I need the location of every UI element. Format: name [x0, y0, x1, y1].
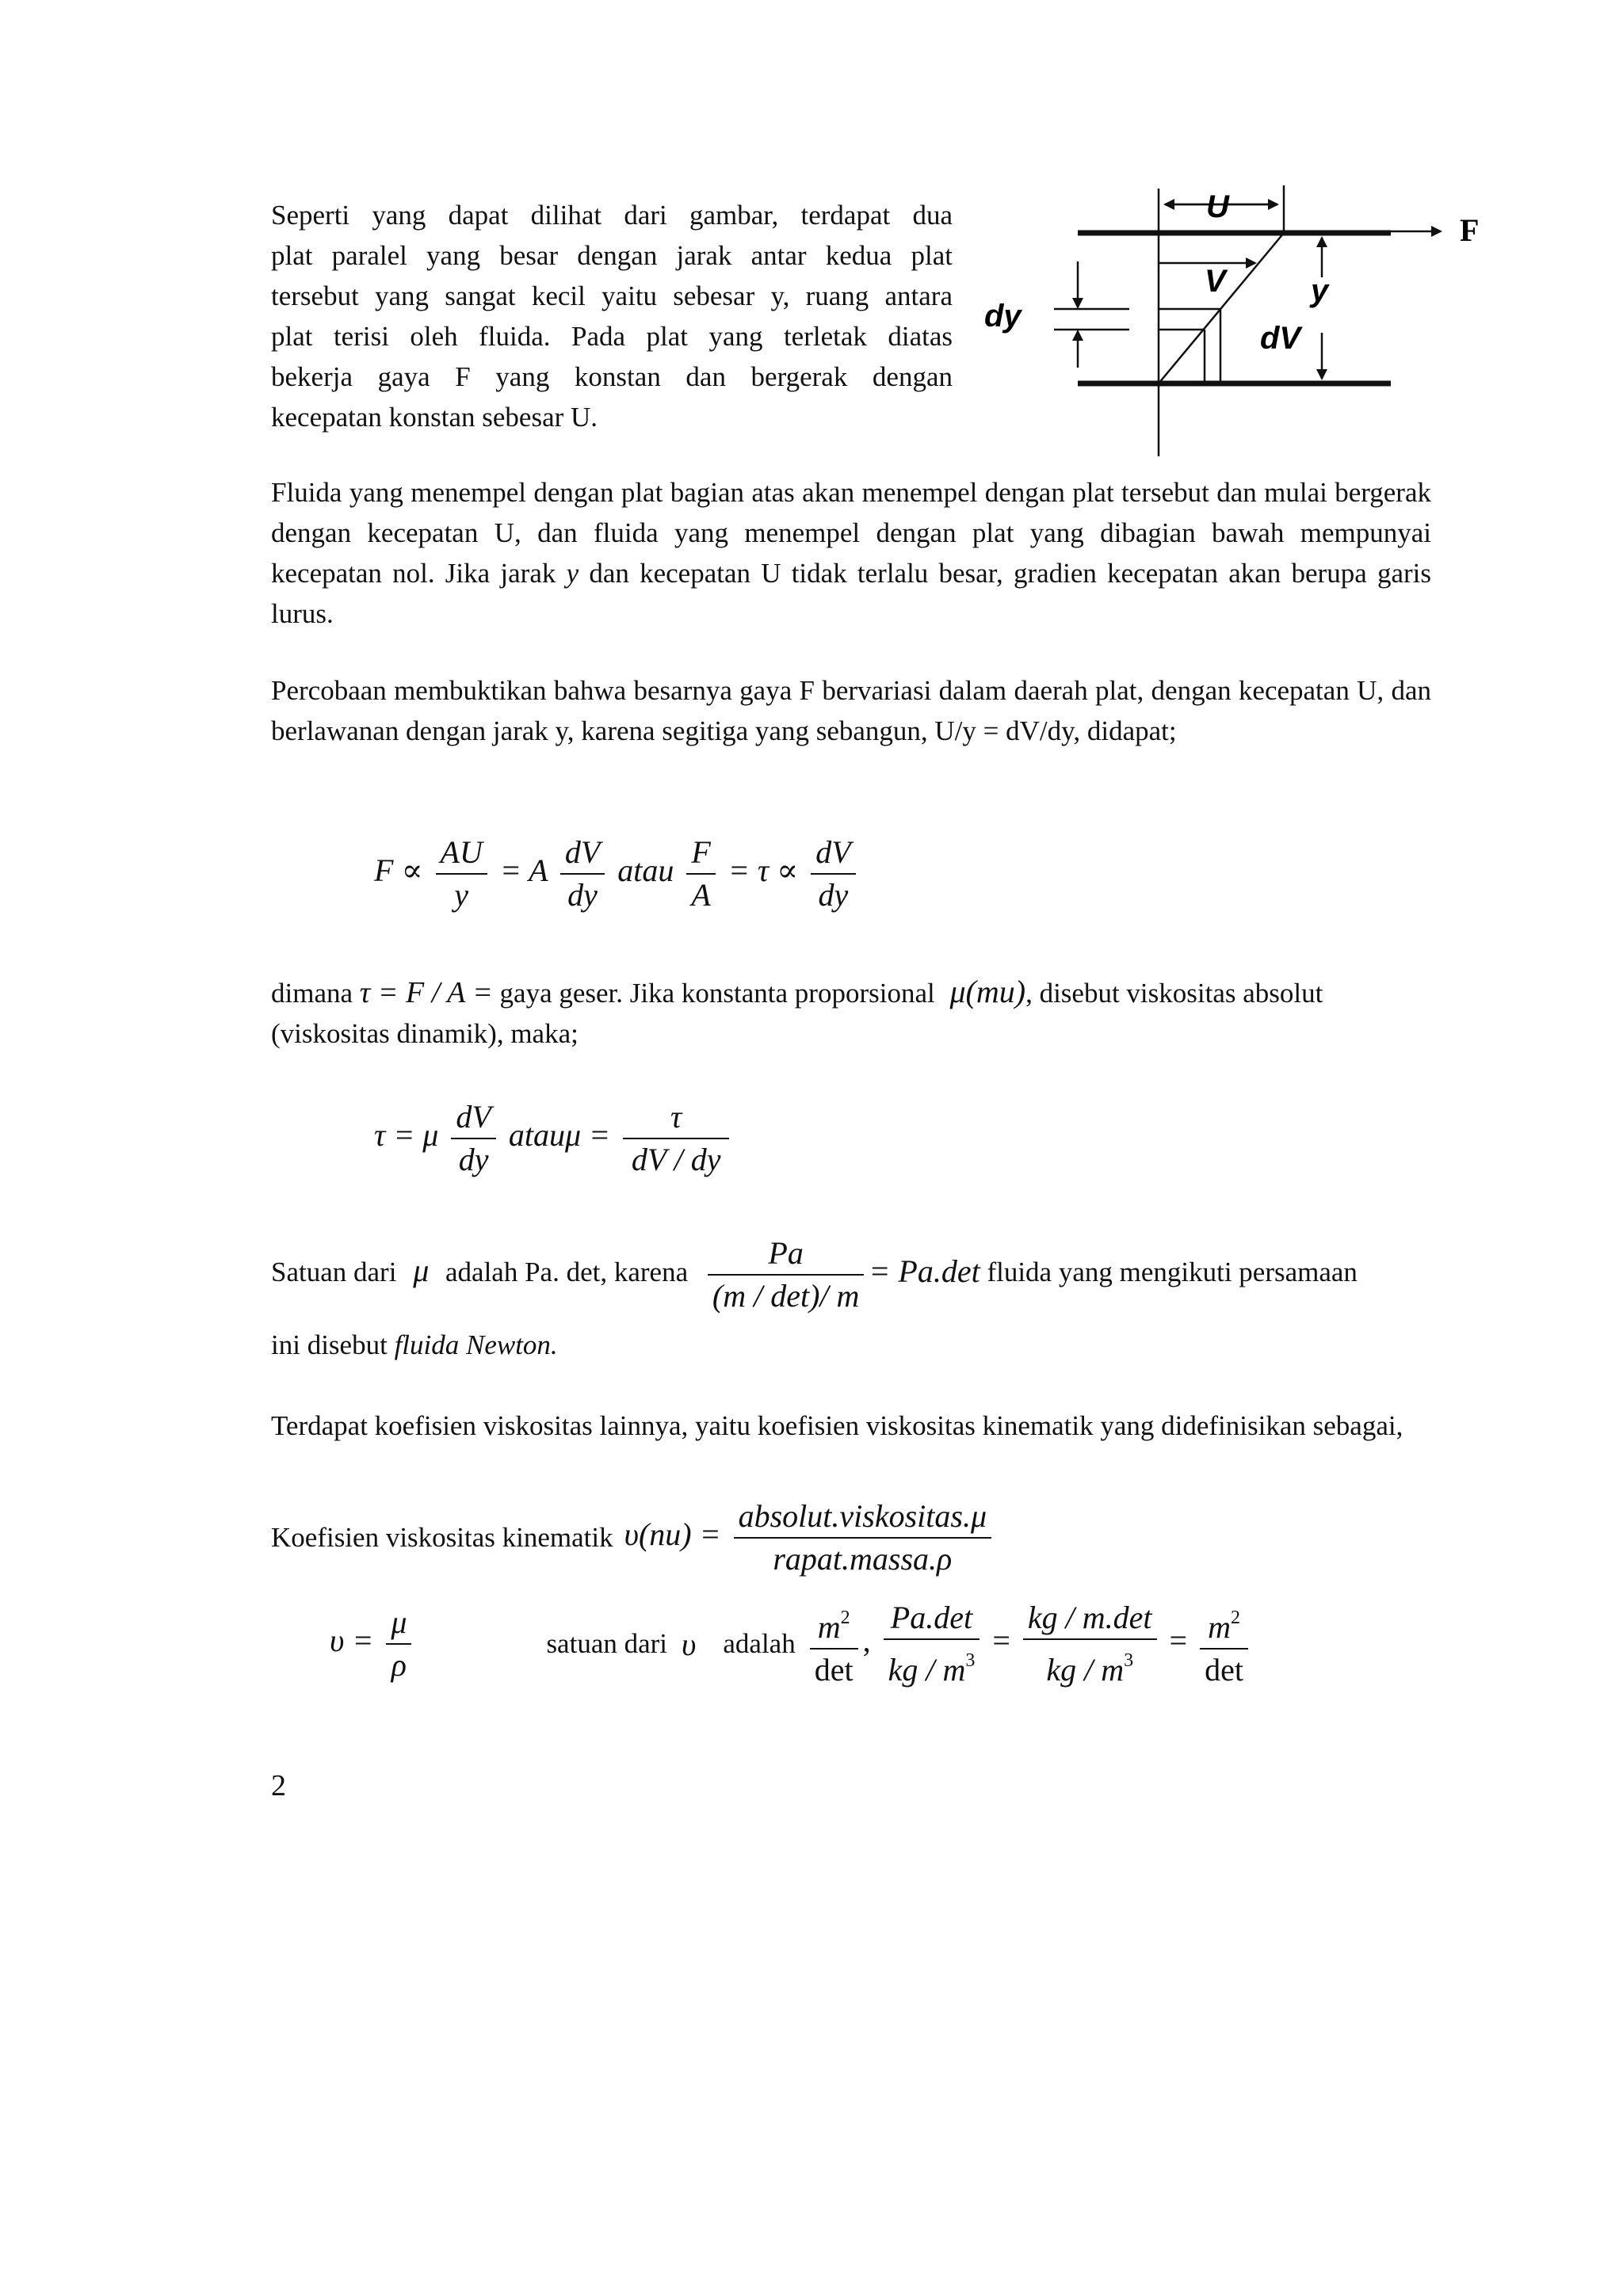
intro-line: Seperti yang dapat dilihat dari gambar, terdapat dua [271, 200, 953, 231]
paragraph-fluida: Fluida yang menempel dengan plat bagian atas akan menempel dengan plat tersebut dan mulai bergerak dengan kecepatan U, dan fluida yang menempel dengan plat yang dibagian bawah mempunyai kecepatan nol. Jika jarak y dan kecepatan U tidak terlalu besar, gradien kecepatan akan berupa garis lurus. [271, 477, 1431, 629]
label-u: U [1206, 189, 1229, 224]
label-f: F [1460, 212, 1480, 248]
paragraph-satuan-line2: ini disebut fluida Newton. [271, 1329, 558, 1360]
intro-line: plat paralel yang besar dengan jarak antar kedua plat [271, 240, 953, 271]
paragraph-satuan: Satuan dari μ adalah Pa. det, karena $\frac{Pa}{(m / \det)/ m}$ = Pa.det fluida yang mengikuti persamaan [271, 1233, 1436, 1317]
equation-viscosity: τ = μ $\frac{dV}{dy}$ atauμ = $\frac{\tau}{dV / dy}$ [374, 1097, 734, 1180]
intro-paragraph [271, 195, 953, 437]
label-v: V [1205, 264, 1226, 299]
label-dv: dV [1260, 321, 1301, 356]
intro-line: bekerja gaya F yang konstan dan bergerak dengan [271, 361, 953, 392]
page-number: 2 [271, 1769, 286, 1802]
intro-line: tersebut yang sangat kecil yaitu sebesar y, ruang antara [271, 280, 953, 311]
equation-upsilon-units: υ = $\frac{\mu}{\rho}$ satuan dari υ adalah $\frac{m^2}{\det}$ , $\frac{Pa.\det}{kg / m^3}$ = $\frac{kg / m.\det}{kg / m^3}$ = $\frac{m^2}{\det}$ [330, 1597, 1253, 1691]
equation-kinematic-viscosity: Koefisien viskositas kinematik υ(nu) = $\frac{\text{absolut.viskositas.μ}}{\text{rapat.massa.ρ}}$ [271, 1496, 996, 1580]
intro-line: plat terisi oleh fluida. Pada plat yang terletak diatas [271, 321, 953, 352]
paragraph-percobaan: Percobaan membuktikan bahwa besarnya gaya F bervariasi dalam daerah plat, dengan kecepatan U, dan berlawanan dengan jarak y, karena segitiga yang sebangun, U/y = dV/dy, didapat; [271, 675, 1431, 746]
parallel-plates-figure [975, 174, 1498, 467]
paragraph-kinematik: Terdapat koefisien viskositas lainnya, yaitu koefisien viskositas kinematik yang didefinisikan sebagai, [271, 1410, 1403, 1441]
intro-line: kecepatan konstan sebesar U. [271, 402, 598, 433]
label-dy: dy [984, 299, 1022, 334]
paragraph-dimana: dimana τ = F / A = gaya geser. Jika konstanta proporsional μ(mu), disebut viskositas absolut (viskositas dinamik), maka; [271, 974, 1323, 1049]
equation-proportional: F ∝ $\frac{AU}{y}$ = A $\frac{dV}{dy}$ atau $\frac{F}{A}$ = τ ∝ $\frac{dV}{dy}$ [374, 832, 861, 916]
label-y: y [1311, 273, 1329, 308]
